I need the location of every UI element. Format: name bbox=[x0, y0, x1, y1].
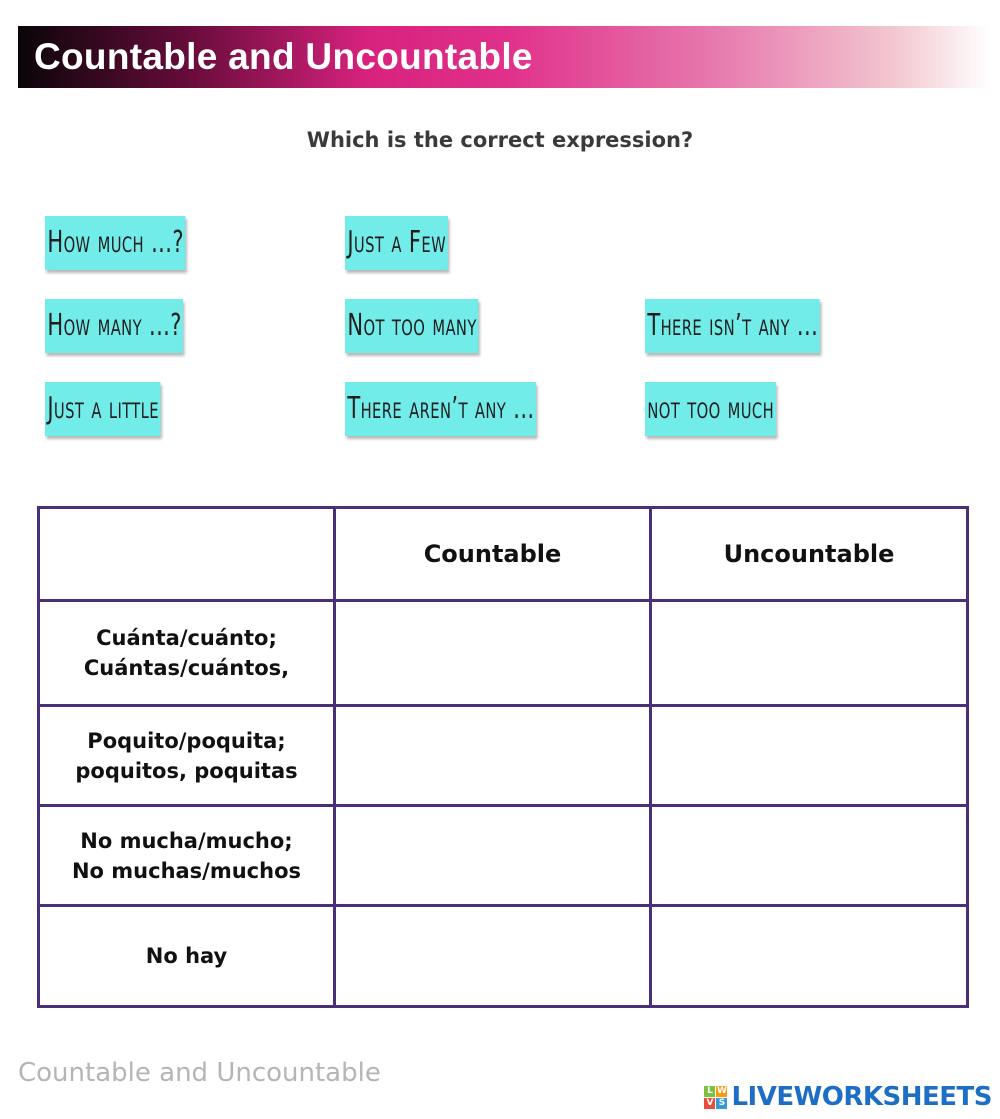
draggable-chip-there-isnt-any[interactable]: There isn’t any ... bbox=[645, 299, 820, 353]
table-row bbox=[39, 906, 968, 1007]
drop-zone-uncountable[interactable] bbox=[651, 806, 968, 906]
header-cell-countable: Countable bbox=[335, 508, 651, 601]
draggable-chip-just-a-few[interactable]: Just a Few bbox=[345, 216, 448, 270]
drop-zone-countable[interactable] bbox=[335, 806, 651, 906]
row-label-line: No hay bbox=[145, 944, 228, 968]
table-row bbox=[39, 706, 968, 806]
draggable-chip-there-arent-any[interactable]: There aren’t any ... bbox=[345, 382, 536, 436]
draggable-chip-just-a-little[interactable]: Just a little bbox=[45, 382, 161, 436]
row-label-line: Cuánta/cuánto; bbox=[96, 626, 277, 650]
page-title: Countable and Uncountable bbox=[34, 36, 533, 77]
liveworksheets-wordmark: LIVEWORKSHEETS bbox=[731, 1082, 992, 1112]
liveworksheets-brand[interactable] bbox=[704, 1080, 992, 1114]
row-label-line: Cuántas/cuántos, bbox=[83, 656, 290, 680]
header-cell-empty bbox=[39, 508, 335, 601]
footer-title: Countable and Uncountable bbox=[18, 1058, 381, 1088]
table-row bbox=[39, 601, 968, 706]
drop-zone-uncountable[interactable] bbox=[651, 706, 968, 806]
row-label-poquito bbox=[39, 706, 335, 806]
row-label-line: Poquito/poquita; bbox=[87, 728, 286, 753]
liveworksheets-logo-icon: L W V S bbox=[704, 1086, 727, 1109]
row-label-line: poquitos, poquitas bbox=[75, 758, 298, 783]
classification-table bbox=[37, 506, 969, 1008]
row-label-line: No muchas/muchos bbox=[71, 858, 302, 883]
row-label-cuanto bbox=[39, 601, 335, 706]
row-label-no-hay bbox=[39, 906, 335, 1007]
table-row bbox=[39, 806, 968, 906]
draggable-chip-how-much[interactable]: How much ...? bbox=[45, 216, 185, 270]
drop-zone-countable[interactable] bbox=[335, 706, 651, 806]
instruction-text: Which is the correct expression? bbox=[306, 128, 694, 152]
row-label-line: No mucha/mucho; bbox=[80, 828, 293, 853]
draggable-chip-how-many[interactable]: How many ...? bbox=[45, 299, 183, 353]
table-header-row bbox=[39, 508, 968, 601]
draggable-chip-not-too-many[interactable]: Not too many bbox=[345, 299, 478, 353]
drop-zone-uncountable[interactable] bbox=[651, 601, 968, 706]
drop-zone-uncountable[interactable] bbox=[651, 906, 968, 1007]
draggable-chip-not-too-much[interactable]: not too much bbox=[645, 382, 776, 436]
row-label-no-mucho bbox=[39, 806, 335, 906]
header-cell-uncountable: Uncountable bbox=[651, 508, 968, 601]
drop-zone-countable[interactable] bbox=[335, 601, 651, 706]
drop-zone-countable[interactable] bbox=[335, 906, 651, 1007]
title-banner bbox=[18, 26, 990, 88]
